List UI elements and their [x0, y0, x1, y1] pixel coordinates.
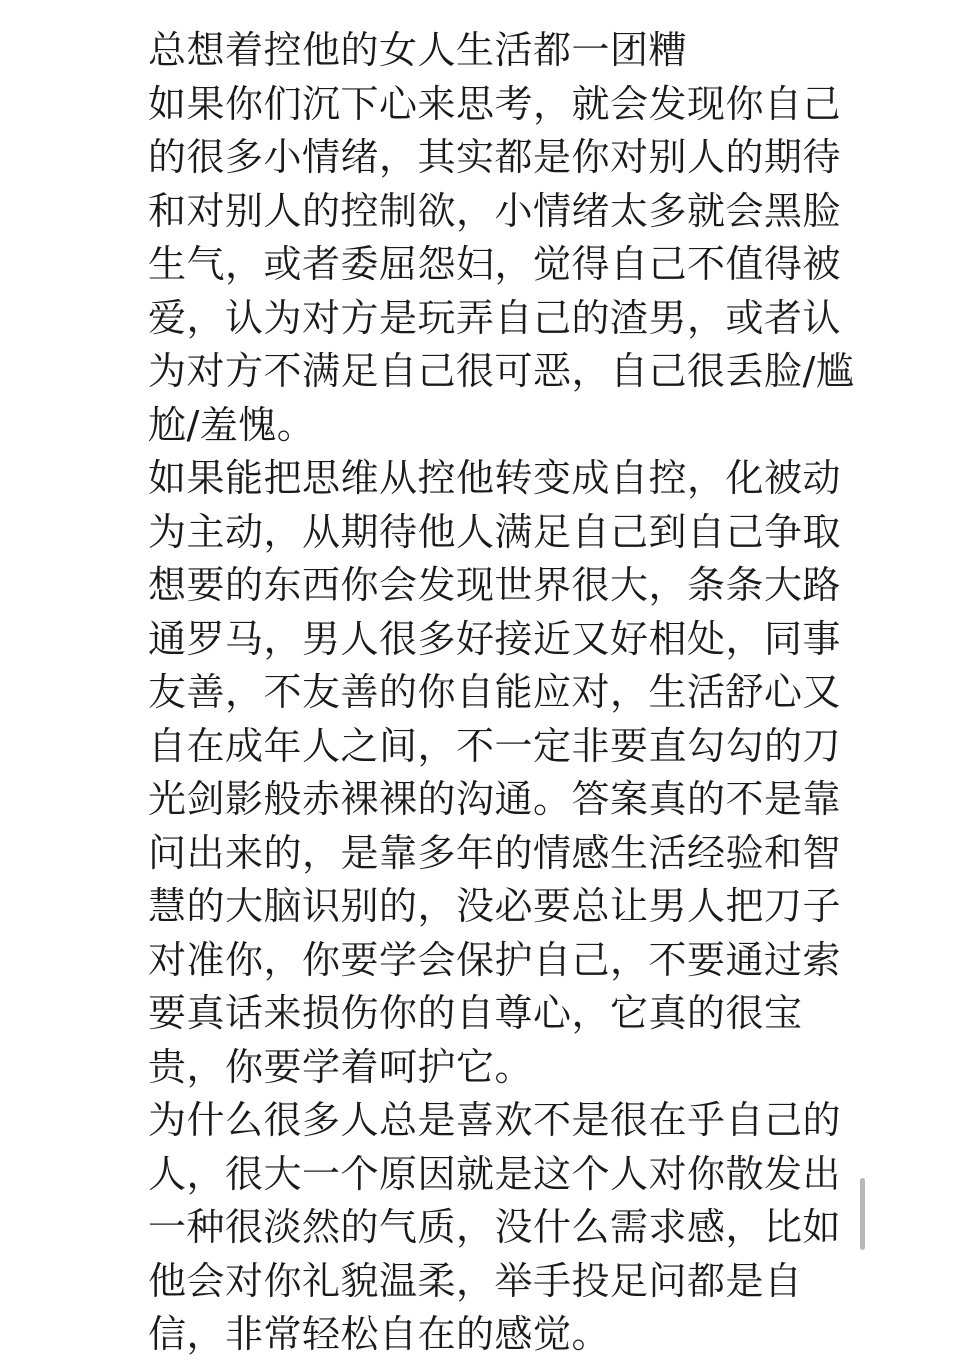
note-line: 爱，认为对方是玩弄自己的渣男，或者认 [148, 295, 842, 340]
note-line: 问出来的，是靠多年的情感生活经验和智 [148, 830, 842, 875]
note-line: 人，很大一个原因就是这个人对你散发出 [148, 1151, 842, 1196]
note-line: 他会对你礼貌温柔，举手投足问都是自 [148, 1258, 803, 1303]
scrollbar-thumb[interactable] [860, 1178, 865, 1250]
note-line: 友善，不友善的你自能应对，生活舒心又 [148, 670, 842, 714]
note-line: 慧的大脑识别的，没必要总让男人把刀子 [148, 884, 842, 928]
note-line: 为什么很多人总是喜欢不是很在乎自己的 [148, 1098, 842, 1142]
note-line: 尬/羞愧。 [148, 402, 316, 447]
note-body [148, 24, 855, 1362]
note-line: 为主动，从期待他人满足自己到自己争取 [148, 509, 842, 554]
note-line: 信，非常轻松自在的感觉。 [148, 1312, 611, 1356]
note-line: 一种很淡然的气质，没什么需求感，比如 [148, 1205, 842, 1249]
note-line: 对准你，你要学会保护自己，不要通过索 [148, 937, 842, 982]
note-line: 生气，或者委屈怨妇，觉得自己不值得被 [148, 242, 842, 286]
note-line: 想要的东西你会发现世界很大，条条大路 [148, 563, 842, 607]
note-line: 和对别人的控制欲，小情绪太多就会黑脸 [148, 188, 842, 233]
note-line: 贵，你要学着呵护它。 [148, 1044, 534, 1089]
note-line: 要真话来损伤你的自尊心，它真的很宝 [148, 991, 803, 1035]
note-line: 通罗马，男人很多好接近又好相处，同事 [148, 616, 842, 661]
note-line: 光剑影般赤裸裸的沟通。答案真的不是靠 [148, 777, 842, 821]
note-title: 总想着控他的女人生活都一团糟 [148, 28, 688, 72]
note-line: 的很多小情绪，其实都是你对别人的期待 [148, 135, 842, 179]
note-line: 为对方不满足自己很可恶，自己很丢脸/尴 [148, 349, 855, 393]
note-line: 自在成年人之间，不一定非要直勾勾的刀 [148, 723, 842, 768]
note-line: 如果能把思维从控他转变成自控，化被动 [148, 456, 842, 500]
note-line: 如果你们沉下心来思考，就会发现你自己 [148, 81, 842, 126]
